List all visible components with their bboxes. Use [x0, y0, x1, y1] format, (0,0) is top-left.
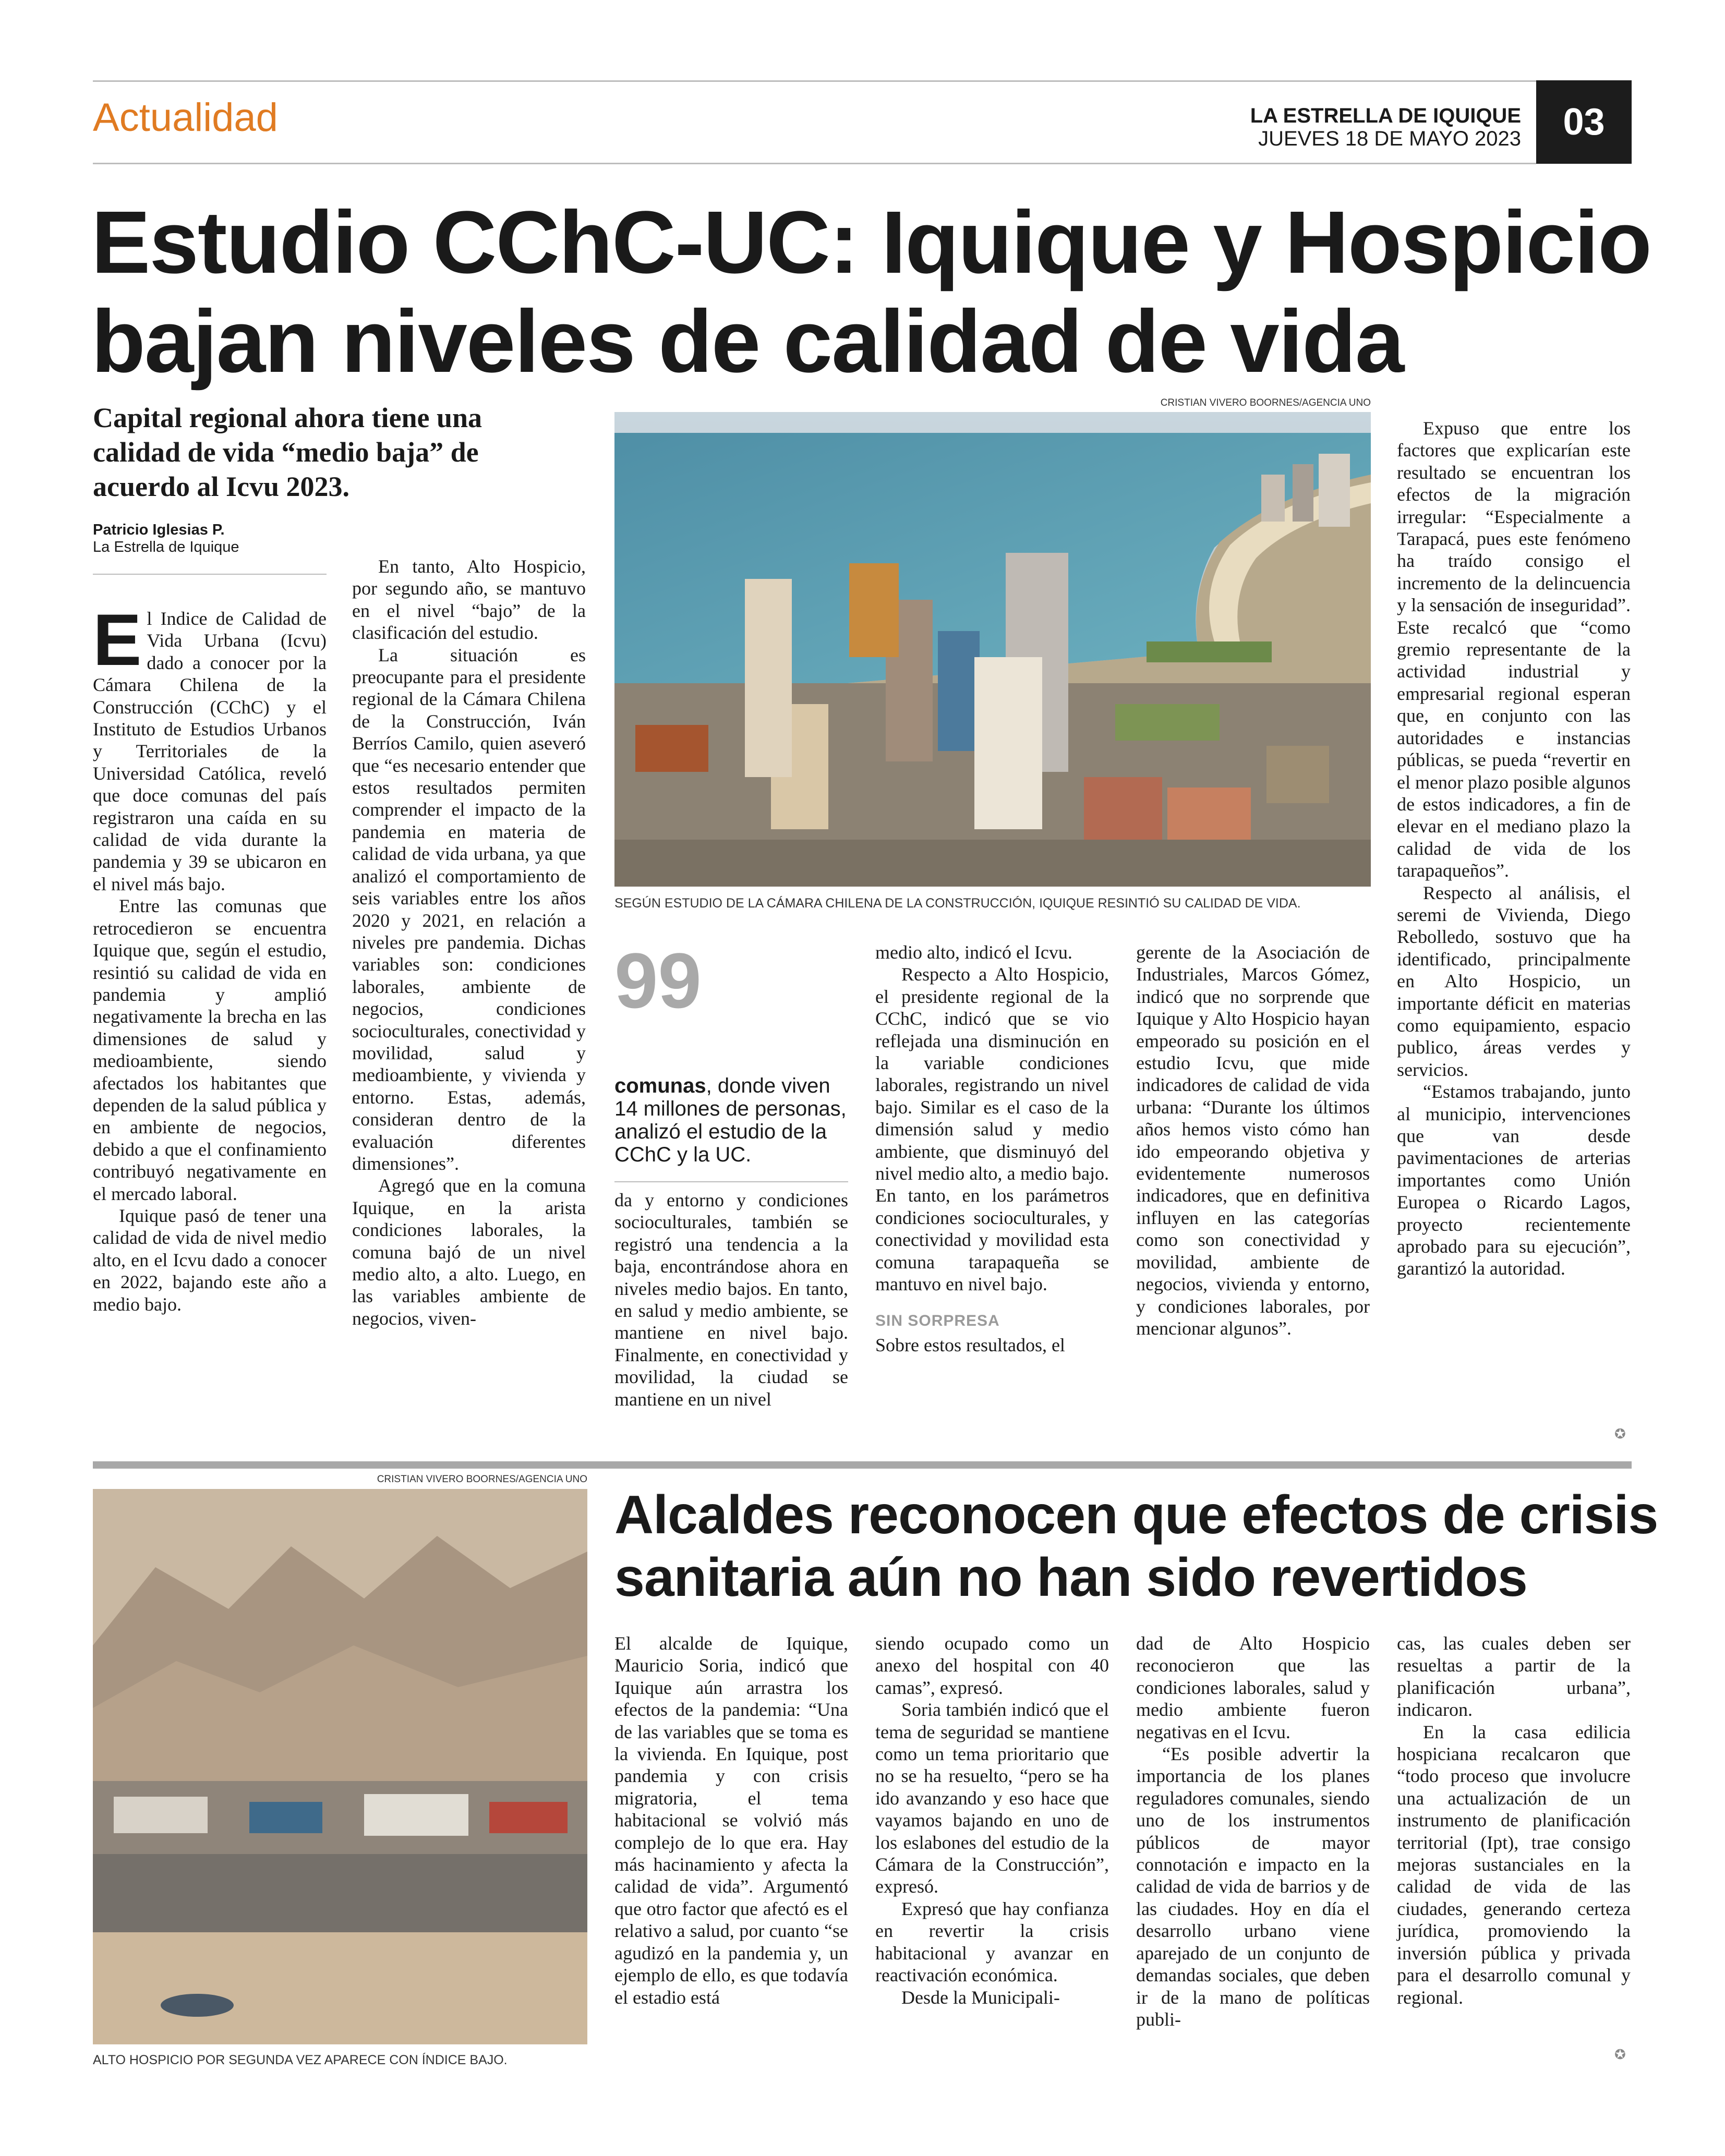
paragraph: Agregó que en la comuna Iquique, en la arista condiciones laborales, la comuna bajó de un nivel medio alto, a alto. Luego, en las variables ambiente de negocios, viven- — [352, 1175, 586, 1329]
paragraph: Expuso que entre los factores que explicarían este resultado se encuentran los efectos de la migración irregular: “Especialmente a Tarapacá, pues este fenómeno ha traído consigo el incremento de la delincuencia y la sensación de inseguridad”. Este recalcó que “como gremio representante de la actividad industrial y empresarial regional esperan que, en conjunto con las autoridades e instancias públicas, se pueda “revertir en el menor plazo posible algunos de estos indicadores, a fin de elevar en el mediano plazo la calidad de vida de los tarapaqueños”. — [1397, 418, 1631, 881]
article2-column-3 — [1136, 1632, 1370, 2030]
article1-column-6 — [1397, 417, 1631, 1280]
article2-headline — [614, 1484, 1658, 1609]
factoid-bold: comunas — [614, 1074, 706, 1097]
paragraph: Soria también indicó que el tema de seguridad se mantiene como un tema prioritario que no se ha resuelto, “pero se ha ido avanzando y eso hace que vayamos bajando en uno de los eslabones del estudio de la Cámara de la Construcción”, expresó. — [875, 1699, 1109, 1897]
end-mark-icon: ✪ — [1614, 2047, 1626, 2063]
paragraph: En tanto, Alto Hospicio, por segundo año, se mantuvo en el nivel “bajo” de la clasificación del estudio. — [352, 556, 586, 644]
paragraph: medio alto, indicó el Icvu. — [875, 942, 1072, 963]
subheadline: Capital regional ahora tiene una calidad de vida “medio baja” de acuerdo al Icvu 2023. — [93, 402, 482, 502]
lead-paragraph: l Indice de Calidad de Vida Urbana (Icvu) dado a conocer por la Cámara Chilena de la Construcción (CChC) y el Instituto de Estudios Urbanos y Territoriales de la Universidad Católica, reveló que doce comunas del país registraron una caída en su calidad de vida durante la pandemia y 39 se ubicaron en el nivel más bajo. — [93, 608, 327, 894]
paragraph: El alcalde de Iquique, Mauricio Soria, indicó que Iquique aún arrastra los efectos de la pandemia: “Una de las variables que se toma es la vivienda. En Iquique, post pandemia y con crisis migratoria, el tema habitacional se volvió más complejo de lo que era. Hay más hacinamiento y afecta la calidad de vida”. Argumentó que otro factor que afectó es el relativo a salud, por cuanto “se agudizó en la pandemia y, un ejemplo de ello, es que todavía el estadio está — [614, 1633, 848, 2008]
paragraph: Entre las comunas que retrocedieron se encuentra Iquique que, según el estudio, resintió su calidad de vida en pandemia y amplió negativamente la brecha en las dimensiones de salud y medioambiente, siendo afectados los habitantes que dependen de la salud pública y en ambiente de negocios, debido a que el confinamiento contribuyó negativamente en el mercado laboral. — [93, 895, 327, 1204]
paragraph: En la casa edilicia hospiciana recalcaron que “todo proceso que involucre una actualización de un instrumento de planificación territorial (Ipt), trae consigo mejoras sustanciales en la calidad de vida de las ciudades, generando certeza jurídica, promoviendo la inversión pública y privada para el desarrollo comunal y regional. — [1397, 1721, 1631, 2008]
factoid-box — [614, 937, 848, 1166]
end-mark-icon: ✪ — [1614, 1426, 1626, 1442]
paragraph: Sobre estos resultados, el — [875, 1334, 1065, 1355]
paper-name: LA ESTRELLA DE IQUIQUE — [1250, 104, 1521, 127]
paragraph: La situación es preocupante para el presidente regional de la Cámara Chilena de la Construcción, Iván Berríos Camilo, quien aseveró que “es necesario entender que estos resultados permiten comprender el impacto de la pandemia en materia de calidad de vida urbana, ya que analizó el comportamiento de seis variables entre los años 2020 y 2021, en relación a niveles pre pandemia. Dichas variables son: condiciones laborales, ambiente de negocios, condiciones socioculturales, conectividad y movilidad, salud y medioambiente, y vivienda y entorno. Estas, además, consideran dentro de la evaluación diferentes dimensiones”. — [352, 644, 586, 1174]
alto-hospicio-image — [93, 1489, 587, 2044]
photo2-caption: ALTO HOSPICIO POR SEGUNDA VEZ APARECE CON ÍNDICE BAJO. — [93, 2053, 508, 2067]
article2-column-1 — [614, 1632, 848, 2008]
headline-line-1: Estudio CChC-UC: Iquique y Hospicio — [91, 193, 1651, 292]
article1-column-3 — [614, 1189, 848, 1410]
article1-column-1 — [93, 599, 327, 1315]
headline-line-2: bajan niveles de calidad de vida — [91, 292, 1404, 391]
paragraph: Expresó que hay confianza en revertir la crisis habitacional y avanzar en reactivación económica. — [875, 1898, 1109, 1986]
header-rule — [93, 163, 1536, 164]
paragraph: gerente de la Asociación de Industriales, Marcos Gómez, indicó que no sorprende que Iquique y Alto Hospicio hayan empeorado su posición en el estudio Icvu, que mide indicadores de calidad de vida urbana: “Durante los últimos años hemos visto cómo han ido empeorando objetiva y evidentemente numerosos indicadores, que en definitiva influyen en las categorías como son conectividad y movilidad, ambiente de negocios, vivienda y entorno, y condiciones laborales, por mencionar algunos”. — [1136, 942, 1370, 1339]
alto-hospicio-photo — [93, 1489, 587, 2044]
factoid-number: 99 — [614, 937, 702, 1024]
drop-cap: E — [93, 599, 142, 681]
article-separator — [93, 1461, 1632, 1469]
byline — [93, 522, 327, 556]
top-rule — [93, 80, 1632, 82]
photo-credit: CRISTIAN VIVERO BOORNES/AGENCIA UNO — [1160, 397, 1371, 408]
paragraph: “Estamos trabajando, junto al municipio, intervenciones que van desde pavimentaciones de arterias importantes como Unión Europea o Ricardo Lagos, proyecto recientemente aprobado para su ejecución”, garantizó la autoridad. — [1397, 1081, 1631, 1279]
article2-column-4 — [1397, 1632, 1631, 2008]
article2-column-2 — [875, 1632, 1109, 2008]
paragraph: Desde la Municipali- — [901, 1987, 1060, 2008]
byline-rule — [93, 574, 327, 575]
paragraph: dad de Alto Hospicio reconocieron que las condiciones laborales, salud y medio ambiente fueron negativas en el Icvu. — [1136, 1633, 1370, 1742]
photo-caption: SEGÚN ESTUDIO DE LA CÁMARA CHILENA DE LA CONSTRUCCIÓN, IQUIQUE RESINTIÓ SU CALIDAD DE VIDA. — [614, 896, 1301, 911]
article1-column-4 — [875, 941, 1109, 1356]
paragraph: cas, las cuales deben ser resueltas a partir de la planificación urbana”, indicaron. — [1397, 1633, 1631, 1721]
headline2-line-2: sanitaria aún no han sido revertidos — [614, 1547, 1527, 1608]
photo2-credit: CRISTIAN VIVERO BOORNES/AGENCIA UNO — [377, 1474, 587, 1485]
article1-column-5 — [1136, 941, 1370, 1339]
subtitle-sin-sorpresa: SIN SORPRESA — [875, 1312, 1000, 1329]
headline2-line-1: Alcaldes reconocen que efectos de crisis — [614, 1485, 1658, 1545]
paragraph: “Es posible advertir la importancia de los planes reguladores comunales, siendo uno de los instrumentos públicos de mayor connotación e impacto en la calidad de vida de barrios y de las ciudades. Hoy en día el desarrollo urbano viene aparejado de un conjunto de demandas sociales, que deben ir de la mano de políticas publi- — [1136, 1743, 1370, 2030]
issue-date: JUEVES 18 DE MAYO 2023 — [1258, 127, 1521, 150]
article1-column-2 — [352, 555, 586, 1329]
author: Patricio Iglesias P. — [93, 522, 225, 538]
factoid-text — [614, 1074, 848, 1166]
paragraph: Iquique pasó de tener una calidad de vida de nivel medio alto, en el Icvu dado a conocer en 2022, bajando este año a medio bajo. — [93, 1205, 327, 1315]
factoid-rest: , donde viven 14 millones de personas, analizó el estudio de la CChC y la UC. — [614, 1074, 847, 1166]
outlet: La Estrella de Iquique — [93, 539, 239, 555]
main-headline — [91, 193, 1651, 391]
page-number: 03 — [1536, 80, 1632, 164]
city-aerial-photo — [614, 412, 1371, 887]
factoid-rule — [614, 1181, 848, 1182]
paragraph: Respecto al análisis, el seremi de Vivienda, Diego Rebolledo, sostuvo que ha identificado, principalmente en Alto Hospicio, un importante déficit en materias como equipamiento, espacio publico, áreas verdes y servicios. — [1397, 882, 1631, 1080]
city-aerial-image — [614, 412, 1371, 887]
masthead-info — [1200, 104, 1521, 150]
section-label: Actualidad — [93, 95, 278, 140]
paragraph: siendo ocupado como un anexo del hospital con 40 camas”, expresó. — [875, 1633, 1109, 1698]
paragraph: Respecto a Alto Hospicio, el presidente regional de la CChC, indicó que se vio reflejada una disminución en la variable condiciones laborales, registrando un nivel bajo. Similar es el caso de la dimensión salud y medio ambiente, que disminuyó del nivel medio alto, a medio bajo. En tanto, en los parámetros condiciones socioculturales, y conectividad y movilidad esta comuna tarapaqueña se mantuvo en nivel bajo. — [875, 964, 1109, 1295]
paragraph: da y entorno y condiciones socioculturales, también se registró una tendencia a la baja, encontrándose ahora en niveles medio bajos. En tanto, en salud y medio ambiente, se mantiene en nivel bajo. Finalmente, en conectividad y movilidad, la ciudad se mantiene en un nivel — [614, 1190, 848, 1410]
